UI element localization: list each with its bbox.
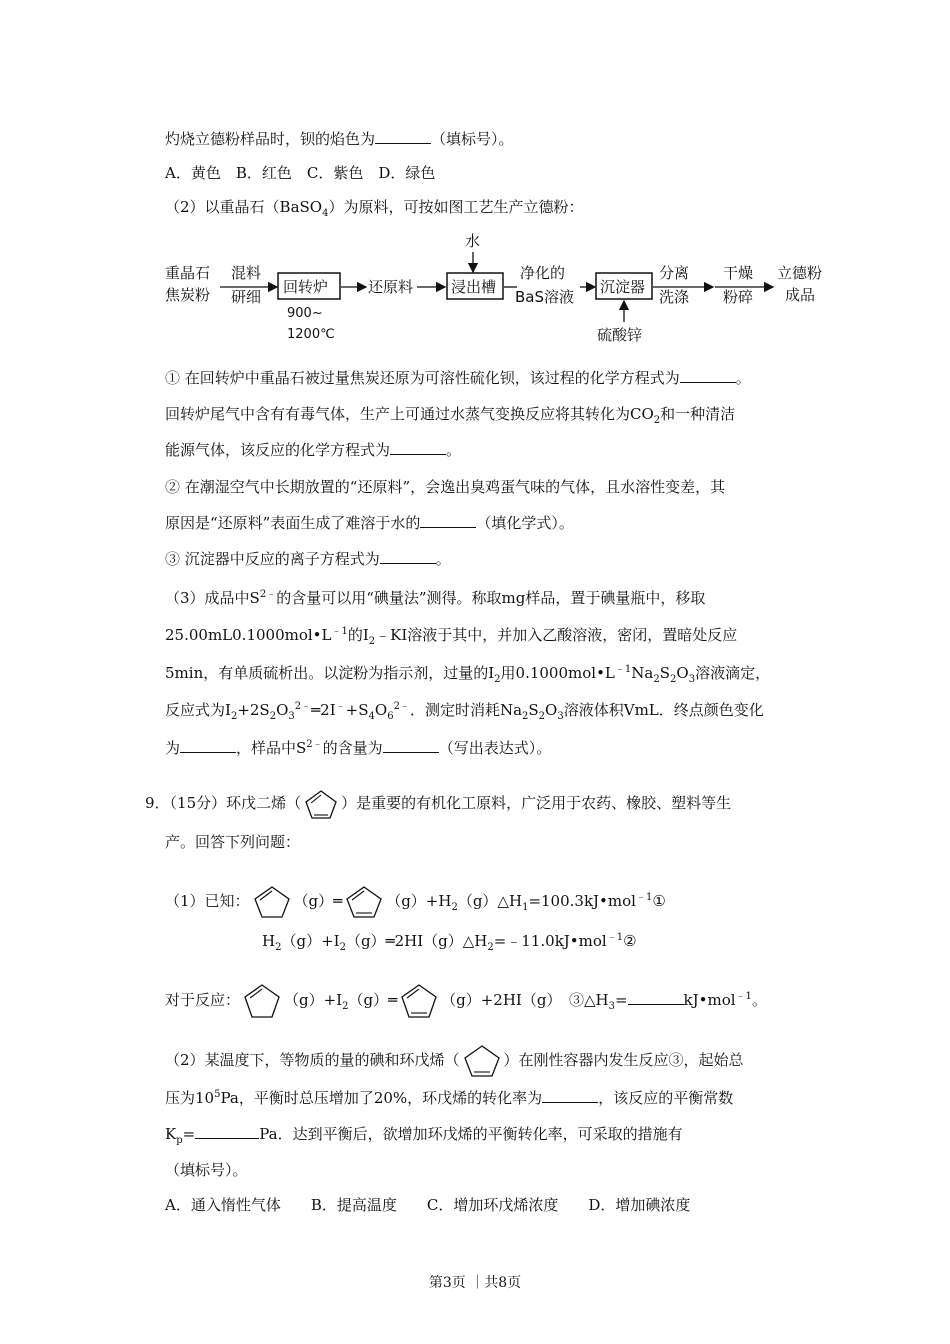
q9-part2-line4: （填标号）。 xyxy=(165,1161,248,1179)
flow-temp-1: 900~ xyxy=(287,306,323,321)
answer-blank xyxy=(195,1124,259,1139)
q9-part2-line1: （2）某温度下，等物质的量的碘和环戊烯（ ）在刚性容器内发生反应③，起始总 xyxy=(165,1043,744,1079)
flow-prod-1: 立德粉 xyxy=(777,264,823,282)
answer-blank xyxy=(420,513,476,528)
q8-part3-line1: （3）成品中$S^{2﹣}$的含量可以用“碘量法”测得。称取mg样品，置于碘量瓶中，移取 xyxy=(165,589,706,607)
q9-intro-line1: 9．（15分）环戊二烯（ ）是重要的有机化工原料，广泛用于农药、橡胶、塑料等生 xyxy=(145,788,731,820)
answer-blank xyxy=(383,738,439,753)
answer-blank xyxy=(680,368,736,383)
q9-given-reaction-1: （1）已知： （g）═ $(g)+H_2(g)\triangle H_1=100.3kJ•mol^{﹣1}①$ xyxy=(165,884,666,920)
flow-pure-1: 净化的 xyxy=(520,264,566,282)
answer-blank xyxy=(180,738,236,753)
cyclopentadiene-structure xyxy=(344,884,384,920)
page-footer: 第3页 ｜共8页 xyxy=(428,1275,522,1291)
q8-sub3: ③ 沉淀器中反应的离子方程式为 。 xyxy=(165,550,451,568)
answer-blank xyxy=(628,990,684,1005)
q9-part2-line3: $K_p= Pa$．达到平衡后，欲增加环戊烯的平衡转化率，可采取的措施有 xyxy=(165,1125,683,1146)
flow-prod-2: 成品 xyxy=(785,286,816,304)
cyclopentadiene-structure xyxy=(399,982,439,1020)
flow-mix-2: 研细 xyxy=(231,288,262,306)
q8-sub1-line3: 能源气体，该反应的化学方程式为 。 xyxy=(165,441,462,459)
q8-sub1-line1: ① 在回转炉中重晶石被过量焦炭还原为可溶性硫化钡，该过程的化学方程式为 。 xyxy=(165,369,751,387)
q9-part2-line2: 压为$10^5Pa$，平衡时总压增加了20%，环戊烯的转化率为 ，该反应的平衡常数 xyxy=(165,1089,734,1107)
q8-line-flame: 灼烧立德粉样品时，钡的焰色为 （填标号）。 xyxy=(165,130,514,148)
flow-raw-1: 重晶石 xyxy=(165,264,211,282)
flow-reduced: 还原料 xyxy=(368,278,414,296)
q9-options: A．通入惰性气体 B．提高温度 C．增加环戊烯浓度 D．增加碘浓度 xyxy=(165,1196,691,1214)
q8-part3-line4: 反应式为$I_2+2S_2O_3^{2﹣}═2I^﹣+S_4O_6^{2﹣}$．测定时消耗$Na_2S_2O_3$溶液体积VmL．终点颜色变化 xyxy=(165,701,764,722)
q8-sub2-line1: ② 在潮湿空气中长期放置的“还原料”，会逸出臭鸡蛋气味的气体，且水溶性变差，其 xyxy=(165,478,726,496)
flow-sep-1: 分离 xyxy=(659,264,690,282)
flow-water: 水 xyxy=(465,232,481,250)
answer-blank xyxy=(542,1088,598,1103)
q9-intro-line2: 产。回答下列问题： xyxy=(165,833,301,851)
answer-blank xyxy=(390,440,446,455)
flow-leach: 浸出槽 xyxy=(451,278,497,296)
cyclopentadiene-structure xyxy=(303,788,339,820)
flow-pure-2: BaS溶液 xyxy=(515,288,575,306)
q8-sub2-line2: 原因是“还原料”表面生成了难溶于水的 （填化学式）。 xyxy=(165,514,574,532)
cyclopentene-structure xyxy=(252,884,292,920)
process-flow-diagram xyxy=(165,230,835,345)
answer-blank xyxy=(375,129,431,144)
flow-sep-2: 洗涤 xyxy=(659,288,690,306)
q8-part3-line5: 为 ，样品中$S^{2﹣}$的含量为 （写出表达式）。 xyxy=(165,739,552,757)
flow-temp-2: 1200℃ xyxy=(287,327,335,342)
flow-mix-1: 混料 xyxy=(231,264,262,282)
flow-dry-2: 粉碎 xyxy=(723,288,754,306)
answer-blank xyxy=(380,549,436,564)
cyclopentene-structure xyxy=(462,1043,502,1079)
flow-dry-1: 干燥 xyxy=(723,264,754,282)
q8-part3-line2: $25.00mL0.1000mol•L^{﹣1}$的$I_2﹣KI$溶液于其中，并加入乙酸溶液，密闭，置暗处反应 xyxy=(165,626,738,647)
cyclopentene-structure xyxy=(242,982,282,1020)
q9-target-reaction: 对于反应： $(g)+I_2(g)═$ （g）+2HI（g） $③\triangle H_3=$ kJ•mol$^{﹣1}$。 xyxy=(165,982,767,1020)
q8-part2-intro: （2）以重晶石（BaSO$_4$）为原料，可按如图工艺生产立德粉： xyxy=(165,198,584,219)
flow-raw-2: 焦炭粉 xyxy=(165,286,211,304)
q8-sub1-line2: 回转炉尾气中含有有毒气体，生产上可通过水蒸气变换反应将其转化为$CO_2$和一种清洁 xyxy=(165,405,736,426)
flow-furnace: 回转炉 xyxy=(283,278,329,296)
q8-part3-line3: 5min，有单质硫析出。以淀粉为指示剂，过量的$I_2$用$0.1000mol•L^{﹣1}Na_2S_2O_3$溶液滴定， xyxy=(165,664,771,685)
flow-settler: 沉淀器 xyxy=(600,278,646,296)
flow-zinc: 硫酸锌 xyxy=(597,326,643,344)
q8-options: A．黄色 B．红色 C．紫色 D．绿色 xyxy=(165,164,436,182)
q9-given-reaction-2: $H_2(g)+I_2(g)═2HI(g)\triangle H_2=﹣11.0kJ•mol^{﹣1}②$ xyxy=(262,932,637,953)
